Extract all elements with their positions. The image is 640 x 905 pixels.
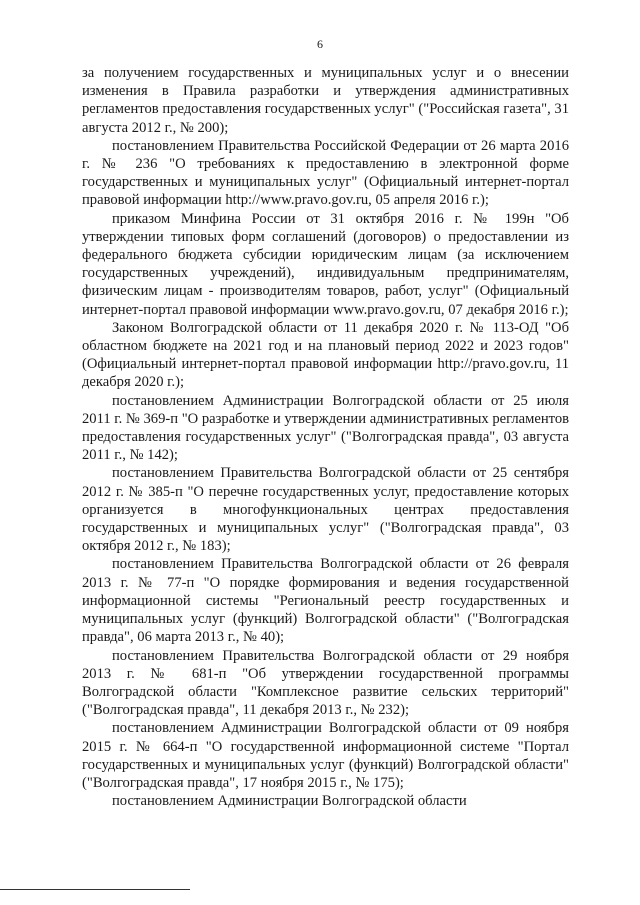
bottom-rule [0, 889, 190, 890]
paragraph-decree-664p: постановлением Администрации Волгоградской области от 09 ноября 2015 г. № 664-п "О государственной информационной системе "Портал государственных и муниципальных услуг (функций) Волгоградской области" ("Волгоградская правда", 17 ноября 2015 г., № 175); [82, 720, 569, 791]
page-number: 6 [317, 37, 323, 51]
paragraph-decree-369p: постановлением Администрации Волгоградской области от 25 июля 2011 г. № 369-п "О разработке и утверждении административных регламентов предоставления государственных услуг" ("Волгоградская правда", 03 августа 2011 г., № 142); [82, 392, 570, 464]
paragraph-decree-236: постановлением Правительства Российской Федерации от 26 марта 2016 г. № 236 "О требованиях к предоставлению в электронной форме государственных и муниципальных услуг" (Официальный интернет-портал правовой информации http://www.pravo.gov.ru, 05 апреля 2016 г.); [82, 137, 569, 209]
paragraph-law-113-od: Законом Волгоградской области от 11 декабря 2020 г. № 113-ОД "Об областном бюджете на 2021 год и на плановый период 2022 и 2023 годов" (Официальный интернет-портал правовой информации http://pravo.gov.ru, 11 декабря 2020 г.); [82, 319, 569, 391]
paragraph-decree-77p: постановлением Правительства Волгоградской области от 26 февраля 2013 г. № 77-п "О порядке формирования и ведения государственной информационной системы "Региональный реестр государственных и муниципальных услуг (функций) Волгоградской области" ("Волгоградская правда", 06 марта 2013 г., № 40); [82, 556, 569, 646]
document-body [82, 64, 569, 810]
paragraph-continuation: за получением государственных и муниципальных услуг и о внесении изменения в Правила разработки и утверждения административных регламентов предоставления государственных услуг" ("Российская газета", 31 августа 2012 г., № 200); [82, 65, 569, 136]
paragraph-order-199n: приказом Минфина России от 31 октября 2016 г. № 199н "Об утверждении типовых форм соглашений (договоров) о предоставлении из федерального бюджета субсидии юридическим лицам (за исключением государственных учреждений), индивидуальным предпринимателям, физическим лицам - производителям товаров, работ, услуг" (Официальный интернет-портал правовой информации www.pravo.gov.ru, 07 декабря 2016 г.); [82, 210, 569, 318]
paragraph-decree-385p: постановлением Правительства Волгоградской области от 25 сентября 2012 г. № 385-п "О перечне государственных услуг, предоставление которых организуется в многофункциональных центрах предоставления государственных и муниципальных услуг" ("Волгоградская правда", 03 октября 2012 г., № 183); [82, 465, 569, 555]
paragraph-decree-681p: постановлением Правительства Волгоградской области от 29 ноября 2013 г. № 681-п "Об утверждении государственной программы Волгоградской области "Комплексное развитие сельских территорий" ("Волгоградская правда", 11 декабря 2013 г., № 232); [82, 647, 569, 719]
paragraph-trailing: постановлением Администрации Волгоградской области [112, 793, 467, 810]
